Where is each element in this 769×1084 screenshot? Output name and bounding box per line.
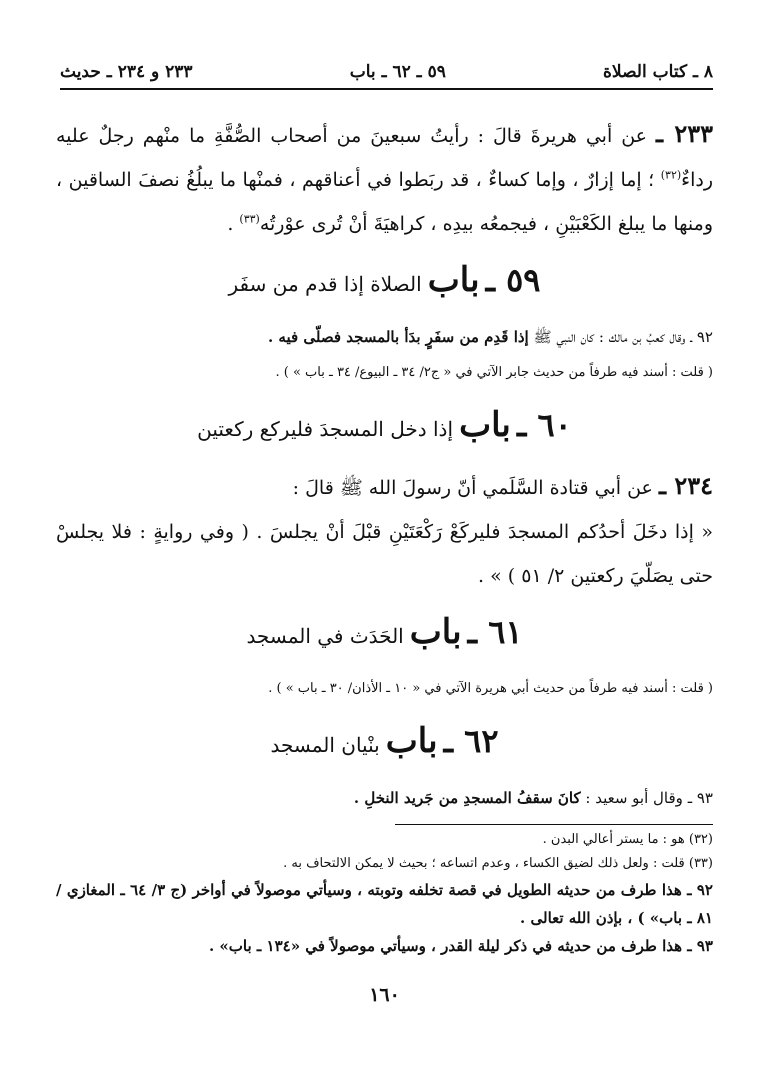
chapter-title: الحَدَث في المسجد [246, 624, 404, 648]
chapter-number: ٦٢ ـ [443, 722, 499, 760]
chapter-heading-62 [56, 713, 713, 774]
header-book-title: ٨ ـ كتاب الصلاة [603, 62, 713, 82]
hadith-intro: عن أبي قتادة السَّلَمي أنّ رسولَ الله ﷺ قالَ : [292, 477, 653, 499]
qult-note-59: ( قلت : أسند فيه طرفاً من حديث جابر الآتي في « ج٢/ ٣٤ ـ البيوع/ ٣٤ ـ باب » ) . [275, 365, 713, 380]
note-number: ٩٣ ـ [687, 789, 713, 807]
note-intro: وقال كعبُ بن مالك : كان النبي ﷺ [533, 328, 686, 346]
chapter-title: الصلاة إذا قدم من سفَر [228, 272, 422, 296]
footnote-ref: (٣٢) [660, 168, 682, 182]
mu-allaq-93 [56, 780, 713, 816]
header-chapter-range: ٥٩ ـ ٦٢ ـ باب [349, 62, 446, 82]
footnote-33: (٣٣) قلت : ولعل ذلك لضيق الكساء ، وعدم اتساعه ؛ بحيث لا يمكن الالتحاف به . [283, 856, 713, 871]
chapter-title: بنْيان المسجد [270, 733, 380, 757]
chapter-number: ٦٠ ـ [516, 406, 572, 444]
chapter-heading-60 [56, 397, 713, 458]
hadith-234-text: « إذا دخَلَ أحدُكم المسجدَ فليركَعْ رَكْعَتَيْنِ قبْلَ أنْ يجلسَ . ( وفي روايةٍ : فلا يجلسْ حتى يصَلّيَ ركعتين ٢/ ٥١ ) » . [56, 521, 713, 587]
hadith-234 [56, 464, 713, 510]
note-number: ٩٢ ـ [690, 328, 713, 346]
chapter-word: باب [427, 260, 480, 300]
hadith-text: عن أبي هريرةَ قالَ : رأيتُ سبعينَ من أصحاب الصُّفَّةِ ما منْهم رجلٌ عليه رداءٌ [56, 125, 714, 191]
chapter-word: باب [409, 612, 462, 652]
hadith-text: . [227, 213, 234, 235]
running-header [60, 56, 713, 90]
footnote-32: (٣٢) هو : ما يستر أعالي البدن . [542, 832, 713, 847]
note-intro: وقال أبو سعيد : [585, 789, 683, 807]
chapter-number: ٥٩ ـ [485, 261, 541, 299]
note-text: كانَ سقفُ المسجدِ من جَريد النخلِ . [353, 789, 581, 807]
hadith-233 [56, 112, 713, 246]
footnote-separator [395, 824, 713, 825]
chapter-word: باب [459, 405, 511, 445]
hadith-number: ٢٣٣ ـ [656, 119, 714, 148]
hadith-number: ٢٣٤ ـ [658, 471, 713, 500]
note-text: إذا قَدِم من سفَرٍ بدَأ بالمسجد فصلّى فيه . [267, 328, 529, 346]
chapter-word: باب [385, 721, 438, 761]
page-number: ١٦٠ [369, 984, 400, 1006]
qult-note-61: ( قلت : أسند فيه طرفاً من حديث أبي هريرة الآتي في « ١٠ ـ الأذان/ ٣٠ ـ باب » ) . [268, 681, 713, 696]
footnote-ref: (٣٣) [239, 212, 260, 226]
hadith-text: ؛ إما إزارٌ ، وإما كساءٌ ، قد ربَطوا في أعناقهم ، فمنْها ما يبلُغُ نصفَ الساقين ، ومنها ما يبلغ الكَعْبَيْنِ ، فيجمعُه بيدِه ، كراهيَةَ أنْ تُرى عوْرتُه [56, 169, 713, 235]
footnote-92: ٩٢ ـ هذا طرف من حديثه الطويل في قصة تخلفه وتوبته ، وسيأتي موصولاً في أواخر (ج ٣/ ٦٤ ـ المغازي /٨١ ـ باب» ) ، بإذن الله تعالى . [56, 881, 713, 927]
chapter-number: ٦١ ـ [467, 613, 523, 651]
footnote-93: ٩٣ ـ هذا طرف من حديثه في ذكر ليلة القدر ، وسيأتي موصولاً في «١٣٤ ـ باب» . [208, 937, 713, 955]
chapter-heading-61 [56, 604, 713, 665]
mu-allaq-92 [56, 319, 713, 355]
header-hadith-range: ٢٣٣ و ٢٣٤ ـ حديث [60, 62, 193, 82]
chapter-title: إذا دخل المسجدَ فليركع ركعتين [197, 417, 454, 441]
footnotes [56, 828, 713, 960]
page-body [56, 112, 713, 816]
chapter-heading-59 [56, 252, 713, 313]
